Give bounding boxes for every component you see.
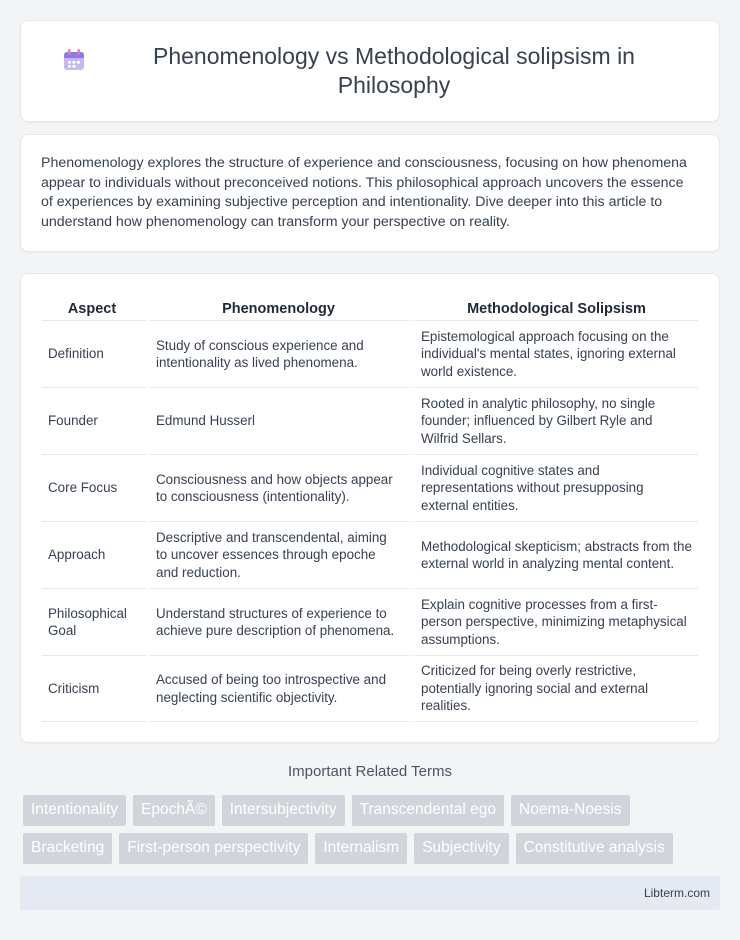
table-row bbox=[42, 588, 698, 655]
table-row bbox=[42, 521, 698, 588]
table-row bbox=[42, 387, 698, 454]
calendar-icon bbox=[61, 47, 87, 73]
header-phenomenology: Phenomenology bbox=[150, 294, 415, 320]
term-tag[interactable]: EpochÃ© bbox=[133, 795, 215, 826]
term-tag[interactable]: Internalism bbox=[315, 833, 407, 864]
header-methodological-solipsism: Methodological Solipsism bbox=[467, 301, 646, 317]
term-tag[interactable]: Transcendental ego bbox=[352, 795, 504, 826]
comparison-table bbox=[42, 294, 698, 722]
solipsism-cell: Rooted in analytic philosophy, no single founder; influenced by Gilbert Ryle and Wilfrid Sellars. bbox=[415, 387, 698, 454]
term-tag[interactable]: Intentionality bbox=[23, 795, 126, 826]
term-tag[interactable]: Constitutive analysis bbox=[516, 833, 673, 864]
aspect-cell: Definition bbox=[42, 320, 150, 387]
footer-brand-link[interactable]: Libterm.com bbox=[643, 886, 710, 900]
footer bbox=[20, 876, 720, 910]
phenomenology-cell: Edmund Husserl bbox=[150, 387, 415, 454]
solipsism-cell: Explain cognitive processes from a first-person perspective, minimizing metaphysical assumptions. bbox=[415, 588, 698, 655]
term-tag[interactable]: First-person perspectivity bbox=[119, 833, 308, 864]
table-row bbox=[42, 655, 698, 722]
phenomenology-cell: Study of conscious experience and intentionality as lived phenomena. bbox=[150, 320, 415, 387]
header-aspect: Aspect bbox=[42, 294, 150, 320]
term-tag[interactable]: Bracketing bbox=[23, 833, 112, 864]
term-tag[interactable]: Subjectivity bbox=[414, 833, 508, 864]
phenomenology-cell: Descriptive and transcendental, aiming to uncover essences through epoche and reduction. bbox=[150, 521, 415, 588]
term-tag[interactable]: Intersubjectivity bbox=[222, 795, 345, 826]
comparison-card bbox=[20, 273, 720, 743]
term-tag[interactable]: Noema-Noesis bbox=[511, 795, 630, 826]
intro-paragraph: Phenomenology explores the structure of experience and consciousness, focusing on how phenomena appear to individuals without preconceived notions. This philosophical approach uncovers the essence of experiences by examining subjective perception and intentionality. Dive deeper into this article to understand how phenomenology can transform your perspective on reality. bbox=[41, 155, 687, 230]
aspect-cell: Criticism bbox=[42, 655, 150, 722]
solipsism-cell: Methodological skepticism; abstracts from the external world in analyzing mental content. bbox=[415, 521, 698, 588]
solipsism-cell: Epistemological approach focusing on the individual's mental states, ignoring external world existence. bbox=[415, 320, 698, 387]
aspect-cell: Core Focus bbox=[42, 454, 150, 521]
table-row bbox=[42, 454, 698, 521]
related-terms-heading: Important Related Terms bbox=[288, 763, 452, 780]
table-header-row bbox=[42, 294, 698, 320]
phenomenology-cell: Accused of being too introspective and neglecting scientific objectivity. bbox=[150, 655, 415, 722]
title-wrap bbox=[21, 21, 719, 121]
intro-card bbox=[20, 134, 720, 252]
aspect-cell: Philosophical Goal bbox=[42, 588, 150, 655]
phenomenology-cell: Understand structures of experience to achieve pure description of phenomena. bbox=[150, 588, 415, 655]
aspect-cell: Approach bbox=[42, 521, 150, 588]
table-row bbox=[42, 320, 698, 387]
page-title: Phenomenology vs Methodological solipsism in Philosophy bbox=[153, 43, 635, 98]
title-card bbox=[20, 20, 720, 122]
related-terms-list bbox=[23, 795, 723, 864]
solipsism-cell: Individual cognitive states and representations without presupposing external entities. bbox=[415, 454, 698, 521]
solipsism-cell: Criticized for being overly restrictive, potentially ignoring social and external realities. bbox=[415, 655, 698, 722]
aspect-cell: Founder bbox=[42, 387, 150, 454]
phenomenology-cell: Consciousness and how objects appear to consciousness (intentionality). bbox=[150, 454, 415, 521]
